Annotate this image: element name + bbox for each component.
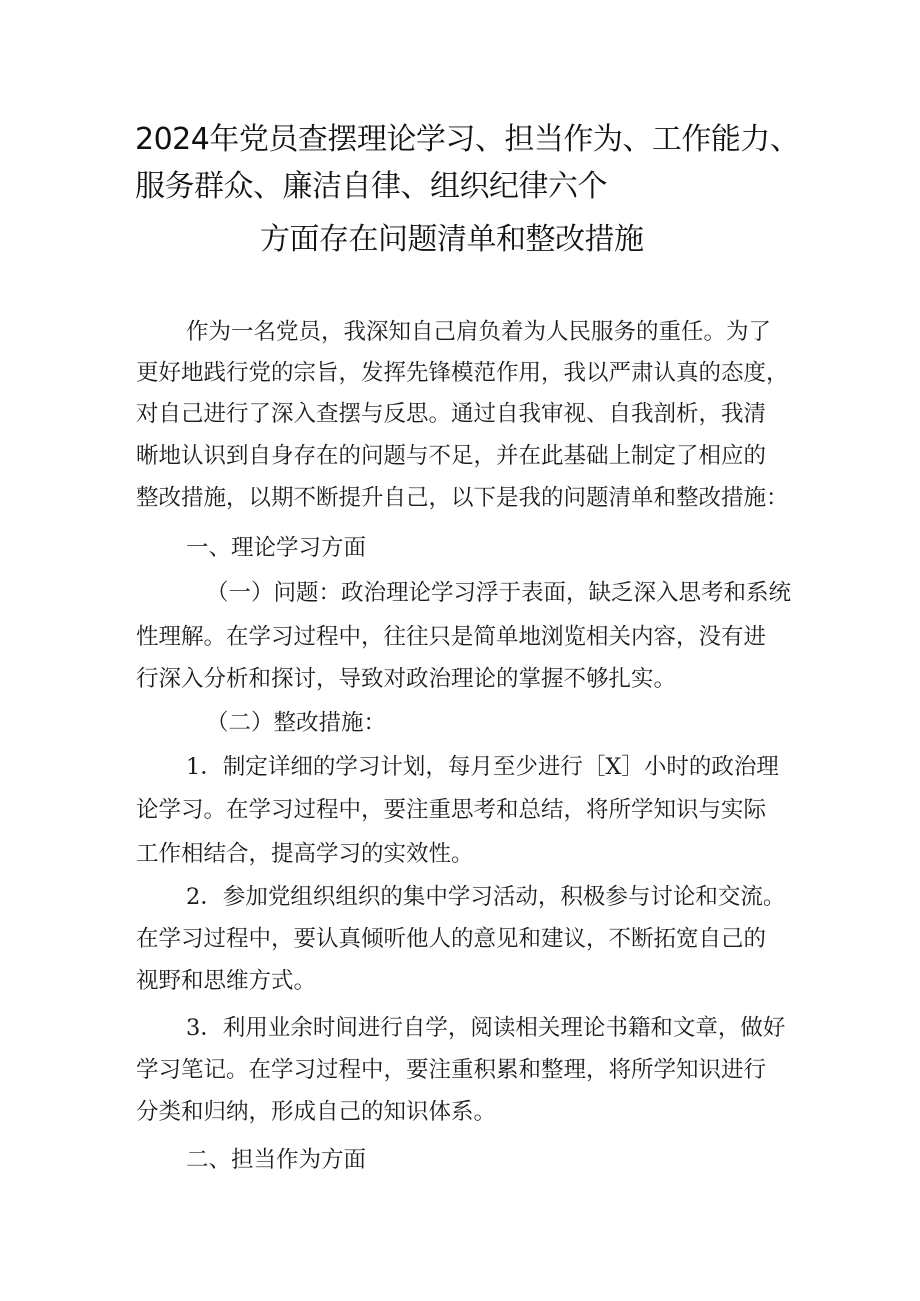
measure-1-line-3: 工作相结合，提高学习的实效性。 bbox=[136, 841, 474, 867]
intro-line-1: 作为一名党员，我深知自己肩负着为人民服务的重任。为了 bbox=[186, 319, 772, 345]
measure-2-line-1: 2．参加党组织组织的集中学习活动，积极参与讨论和交流。 bbox=[186, 884, 786, 910]
measure-2-line-2: 在学习过程中，要认真倾听他人的意见和建议，不断拓宽自己的 bbox=[136, 926, 767, 952]
intro-line-5: 整改措施，以期不断提升自己，以下是我的问题清单和整改措施： bbox=[136, 485, 789, 511]
measures-heading: （二）整改措施： bbox=[206, 710, 387, 736]
doc-title-line-3: 方面存在问题清单和整改措施 bbox=[260, 222, 644, 257]
intro-line-4: 晰地认识到自身存在的问题与不足，并在此基础上制定了相应的 bbox=[136, 443, 767, 469]
doc-title-line-2: 服务群众、廉洁自律、组织纪律六个 bbox=[135, 169, 607, 204]
measure-2-line-3: 视野和思维方式。 bbox=[136, 968, 317, 994]
measure-1-line-1: 1．制定详细的学习计划，每月至少进行［X］小时的政治理 bbox=[186, 754, 779, 780]
doc-title-line-1: 2024年党员查摆理论学习、担当作为、工作能力、 bbox=[135, 122, 800, 157]
problem-line-1: （一）问题：政治理论学习浮于表面，缺乏深入思考和系统 bbox=[206, 580, 792, 606]
section-2-heading: 二、担当作为方面 bbox=[186, 1147, 367, 1173]
problem-line-3: 行深入分析和探讨，导致对政治理论的掌握不够扎实。 bbox=[136, 666, 677, 692]
section-1-heading: 一、理论学习方面 bbox=[186, 535, 367, 561]
measure-3-line-2: 学习笔记。在学习过程中，要注重积累和整理，将所学知识进行 bbox=[136, 1057, 767, 1083]
problem-line-2: 性理解。在学习过程中，往往只是简单地浏览相关内容，没有进 bbox=[136, 624, 767, 650]
intro-line-2: 更好地践行党的宗旨，发挥先锋模范作用，我以严肃认真的态度， bbox=[136, 360, 789, 386]
measure-3-line-1: 3．利用业余时间进行自学，阅读相关理论书籍和文章，做好 bbox=[186, 1015, 786, 1041]
measure-3-line-3: 分类和归纳，形成自己的知识体系。 bbox=[136, 1099, 497, 1125]
measure-1-line-2: 论学习。在学习过程中，要注重思考和总结，将所学知识与实际 bbox=[136, 797, 767, 823]
intro-line-3: 对自己进行了深入查摆与反思。通过自我审视、自我剖析，我清 bbox=[136, 401, 767, 427]
